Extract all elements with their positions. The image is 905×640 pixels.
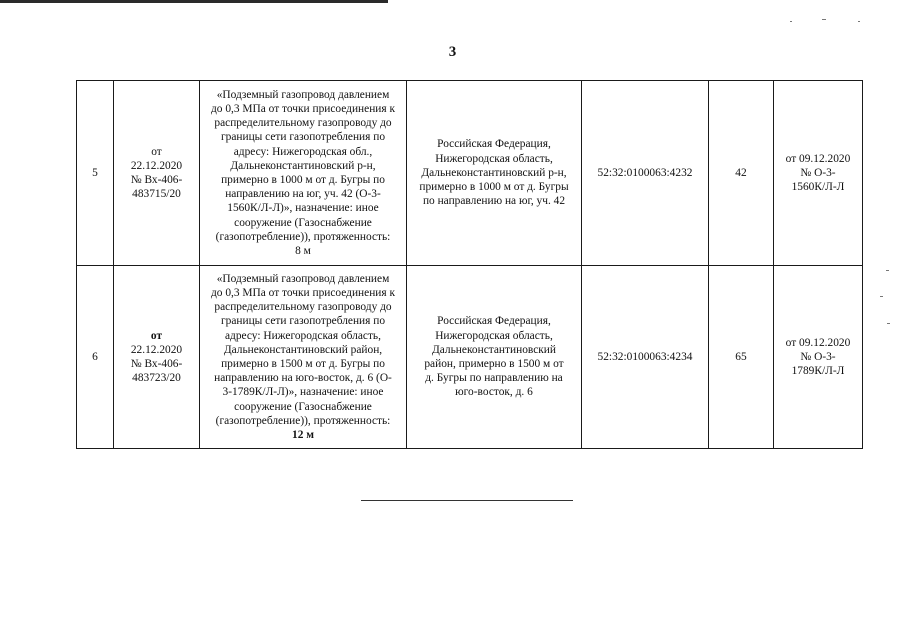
request-date: 22.12.2020 [130, 343, 183, 356]
object-line: адресу: Нижегородская область, [225, 329, 381, 342]
address-line: Российская Федерация, [437, 315, 551, 328]
request-prefix: от [150, 329, 163, 342]
object-line: до 0,3 МПа от точки присоединения к [210, 102, 396, 115]
page-number: 3 [448, 44, 457, 60]
object-line: 1560К/Л-Л)», назначение: иное [227, 202, 379, 215]
scan-speck [880, 296, 883, 297]
object-line: (газопотребление)), протяженность: [215, 414, 391, 427]
object-line: сооружение (Газоснабжение [234, 216, 372, 229]
object-line: до 0,3 МПа от точки присоединения к [210, 286, 396, 299]
cadastral-number-cell: 52:32:0100063:4232 [582, 81, 709, 266]
object-line: Дальнеконстантиновский р-н, [230, 159, 376, 172]
scan-speck [790, 21, 792, 22]
object-line: «Подземный газопровод давлением [216, 272, 390, 285]
address-line: д. Бугры по направлению на [425, 372, 563, 385]
object-description-cell [200, 266, 407, 449]
object-description-cell [200, 81, 407, 266]
object-line: примерно в 1000 м от д. Бугры по [221, 174, 385, 186]
object-line: направлению на юго-восток, д. 6 (О- [214, 372, 392, 385]
address-line: Российская Федерация, [437, 138, 551, 151]
cadastral-number-cell: 52:32:0100063:4234 [582, 266, 709, 449]
top-rule [0, 0, 388, 3]
agreement-line: 1560К/Л-Л [791, 181, 845, 194]
registry-table [76, 80, 863, 449]
address-line: Нижегородская область, [435, 329, 553, 342]
table-row [77, 81, 863, 266]
object-line: 3-1789К/Л-Л)», назначение: иное [222, 386, 384, 399]
request-number-line: № Вх-406- [130, 358, 183, 370]
request-cell [114, 81, 200, 266]
object-line: адресу: Нижегородская обл., [233, 145, 373, 158]
scan-speck [886, 270, 889, 271]
object-line: Дальнеконстантиновский район, [223, 343, 383, 356]
object-line: примерно в 1500 м от д. Бугры по [221, 358, 385, 370]
request-number-line: 483715/20 [132, 188, 181, 201]
object-line: границы сети газопотребления по [220, 131, 386, 144]
request-number-line: № Вх-406- [130, 174, 183, 186]
end-separator-line [361, 500, 573, 501]
agreement-cell [774, 266, 863, 449]
row-number-cell: 6 [77, 266, 114, 449]
address-line: Нижегородская область, [435, 152, 553, 165]
scan-speck [887, 323, 890, 324]
address-line: юго-восток, д. 6 [455, 386, 533, 399]
agreement-cell [774, 81, 863, 266]
address-line: Дальнеконстантиновский р-н, [421, 166, 567, 179]
address-cell [407, 81, 582, 266]
request-prefix: от [151, 145, 162, 158]
object-line: распределительному газопроводу до [214, 301, 392, 314]
table-row [77, 266, 863, 449]
object-length: 12 м [292, 429, 314, 442]
agreement-line: от 09.12.2020 [785, 336, 851, 349]
agreement-line: 1789К/Л-Л [791, 365, 845, 378]
count-cell: 42 [709, 81, 774, 266]
object-line: распределительному газопроводу до [214, 117, 392, 130]
address-line: Дальнеконстантиновский [432, 343, 556, 356]
object-line: направлению на юг, уч. 42 (О-3- [225, 188, 381, 201]
request-number-line: 483723/20 [132, 372, 181, 385]
row-number-cell: 5 [77, 81, 114, 266]
object-line: сооружение (Газоснабжение [234, 400, 372, 413]
address-line: по направлению на юг, уч. 42 [422, 195, 566, 208]
request-date: 22.12.2020 [130, 159, 183, 172]
object-line: (газопотребление)), протяженность: [215, 230, 391, 243]
scan-speck [858, 21, 860, 22]
agreement-line: № О-3- [800, 166, 836, 179]
scan-speck [822, 19, 826, 20]
address-line: район, примерно в 1500 м от [424, 358, 564, 370]
object-line: границы сети газопотребления по [220, 315, 386, 328]
count-cell: 65 [709, 266, 774, 449]
object-length: 8 м [295, 245, 311, 258]
agreement-line: от 09.12.2020 [785, 152, 851, 165]
object-line: «Подземный газопровод давлением [216, 88, 390, 101]
request-cell [114, 266, 200, 449]
address-cell [407, 266, 582, 449]
agreement-line: № О-3- [800, 350, 836, 363]
address-line: примерно в 1000 м от д. Бугры [419, 181, 569, 194]
